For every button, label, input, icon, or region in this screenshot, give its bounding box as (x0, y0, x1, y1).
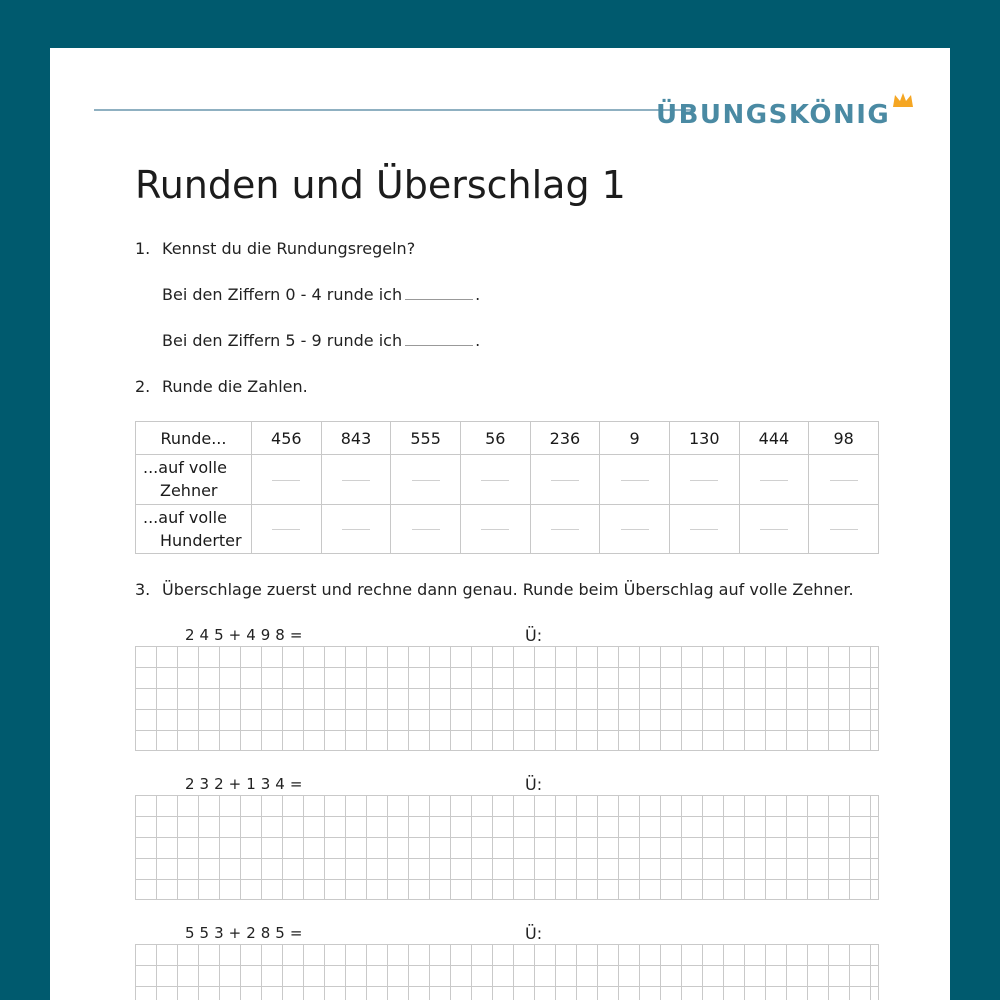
rounding-table (135, 421, 879, 554)
answer-cell[interactable] (321, 455, 391, 504)
q3-question: Überschlage zuerst und rechne dann genau. Runde beim Überschlag auf volle Zehner. (162, 580, 854, 599)
q1-question: Kennst du die Rundungsregeln? (162, 239, 416, 258)
row-label-line: ...auf volle (143, 507, 227, 527)
answer-cell[interactable] (321, 504, 391, 553)
page-title: Runden und Überschlag 1 (135, 163, 626, 207)
table-header-label: Runde... (136, 422, 252, 455)
q2-number: 2. (135, 377, 151, 396)
q3-number: 3. (135, 580, 151, 599)
table-number: 555 (391, 422, 461, 455)
row-label-hunderter (136, 504, 252, 553)
q1-period-1: . (475, 285, 481, 304)
estimate-label-3: Ü: (525, 924, 543, 943)
row-label-line: Hunderter (160, 530, 242, 550)
answer-cell[interactable] (252, 504, 322, 553)
math-grid-2[interactable] (135, 795, 879, 900)
table-number: 56 (460, 422, 530, 455)
table-number: 9 (600, 422, 670, 455)
row-label-zehner (136, 455, 252, 504)
table-number: 444 (739, 422, 809, 455)
header-rule (94, 109, 691, 111)
brand-logo: ÜBUNGSKÖNIG (656, 100, 891, 130)
q1-number: 1. (135, 239, 151, 258)
answer-cell[interactable] (600, 455, 670, 504)
q1-period-2: . (475, 331, 481, 350)
q1-rule-line-2 (162, 331, 480, 350)
estimate-label-2: Ü: (525, 775, 543, 794)
table-header-row (136, 422, 879, 455)
q1-rule-text-2: Bei den Ziffern 5 - 9 runde ich (162, 331, 403, 350)
answer-cell[interactable] (460, 504, 530, 553)
answer-cell[interactable] (809, 504, 879, 553)
answer-cell[interactable] (669, 455, 739, 504)
q2-question: Runde die Zahlen. (162, 377, 308, 396)
answer-cell[interactable] (530, 455, 600, 504)
answer-cell[interactable] (809, 455, 879, 504)
table-number: 130 (669, 422, 739, 455)
answer-blank-2[interactable] (405, 345, 473, 346)
calc-task-3: 553+285= (185, 924, 308, 942)
table-number: 456 (252, 422, 322, 455)
q1-rule-text-1: Bei den Ziffern 0 - 4 runde ich (162, 285, 403, 304)
calc-task-2: 232+134= (185, 775, 308, 793)
table-number: 98 (809, 422, 879, 455)
calc-task-1: 245+498= (185, 626, 308, 644)
answer-blank-1[interactable] (405, 299, 473, 300)
table-number: 236 (530, 422, 600, 455)
answer-cell[interactable] (739, 504, 809, 553)
table-row-hunderter (136, 504, 879, 553)
q1-rule-line-1 (162, 285, 480, 304)
row-label-line: Zehner (160, 481, 218, 501)
crown-icon (892, 92, 914, 108)
answer-cell[interactable] (252, 455, 322, 504)
estimate-label-1: Ü: (525, 626, 543, 645)
worksheet-page (50, 48, 950, 1000)
answer-cell[interactable] (460, 455, 530, 504)
answer-cell[interactable] (391, 504, 461, 553)
answer-cell[interactable] (600, 504, 670, 553)
table-row-zehner (136, 455, 879, 504)
row-label-line: ...auf volle (143, 458, 227, 478)
answer-cell[interactable] (530, 504, 600, 553)
table-number: 843 (321, 422, 391, 455)
math-grid-3[interactable] (135, 944, 879, 1000)
answer-cell[interactable] (739, 455, 809, 504)
answer-cell[interactable] (669, 504, 739, 553)
math-grid-1[interactable] (135, 646, 879, 751)
answer-cell[interactable] (391, 455, 461, 504)
